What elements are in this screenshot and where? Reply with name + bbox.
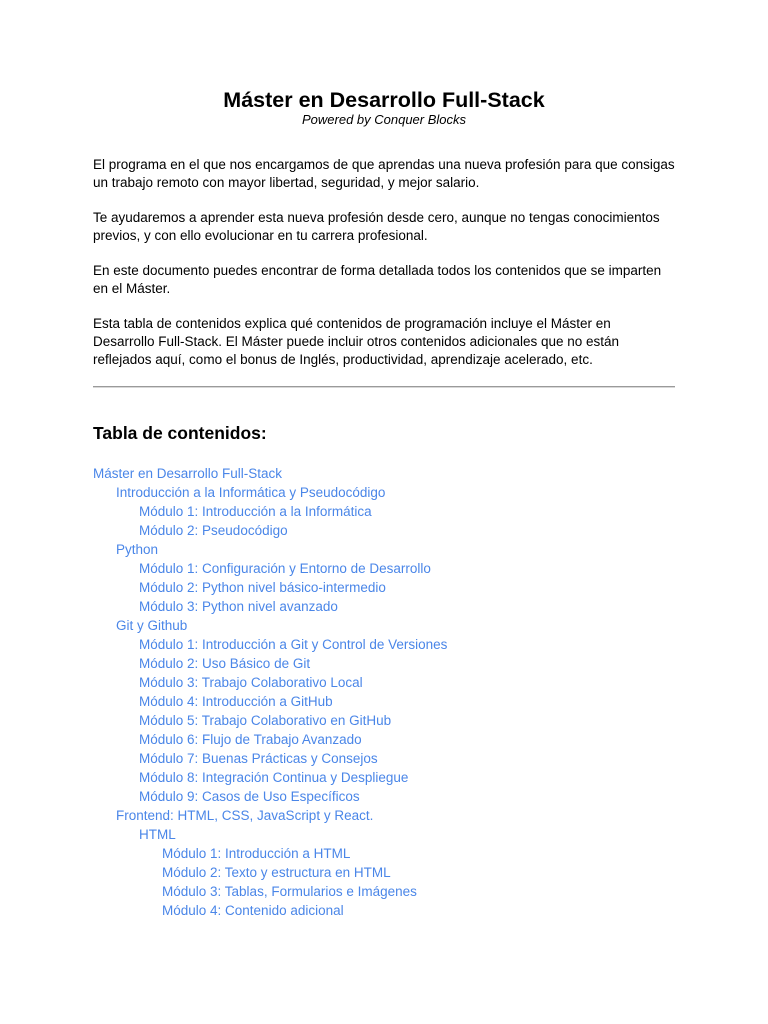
- toc-link[interactable]: Frontend: HTML, CSS, JavaScript y React.: [116, 808, 374, 823]
- toc-link[interactable]: Introducción a la Informática y Pseudocódigo: [116, 485, 386, 500]
- intro-paragraph: En este documento puedes encontrar de forma detallada todos los contenidos que se imparten en el Máster.: [93, 263, 662, 297]
- toc-link[interactable]: Módulo 3: Tablas, Formularios e Imágenes: [162, 884, 417, 899]
- toc-link[interactable]: Módulo 3: Python nivel avanzado: [139, 599, 338, 614]
- toc-link[interactable]: Módulo 2: Python nivel básico-intermedio: [139, 580, 386, 595]
- document-subtitle: Powered by Conquer Blocks: [301, 112, 467, 127]
- toc-link[interactable]: Módulo 4: Contenido adicional: [162, 903, 344, 918]
- intro-paragraph: El programa en el que nos encargamos de que aprendas una nueva profesión para que consigas un trabajo remoto con mayor libertad, seguridad, y mejor salario.: [93, 157, 675, 191]
- toc-link[interactable]: Máster en Desarrollo Full-Stack: [93, 466, 283, 481]
- toc-link[interactable]: HTML: [139, 827, 176, 842]
- toc-link[interactable]: Módulo 7: Buenas Prácticas y Consejos: [139, 751, 378, 766]
- intro-paragraph: Esta tabla de contenidos explica qué contenidos de programación incluye el Máster en Desarrollo Full-Stack. El Máster puede incluir otros contenidos adicionales que no están reflejados aquí, como el bonus de Inglés, productividad, aprendizaje acelerado, etc.: [93, 316, 620, 368]
- toc-link[interactable]: Módulo 2: Texto y estructura en HTML: [162, 865, 391, 880]
- toc-heading: Tabla de contenidos:: [93, 423, 267, 443]
- toc-link[interactable]: Módulo 1: Introducción a la Informática: [139, 504, 372, 519]
- toc-link[interactable]: Python: [116, 542, 159, 557]
- toc-link[interactable]: Módulo 1: Introducción a Git y Control de Versiones: [139, 637, 448, 652]
- toc-link[interactable]: Módulo 1: Configuración y Entorno de Desarrollo: [139, 561, 431, 576]
- toc-link[interactable]: Módulo 2: Pseudocódigo: [139, 523, 288, 538]
- toc-link[interactable]: Módulo 1: Introducción a HTML: [162, 846, 351, 861]
- toc-link[interactable]: Git y Github: [116, 618, 188, 633]
- toc-link[interactable]: Módulo 8: Integración Continua y Despliegue: [139, 770, 409, 785]
- toc-link[interactable]: Módulo 2: Uso Básico de Git: [139, 656, 311, 671]
- toc-link[interactable]: Módulo 9: Casos de Uso Específicos: [139, 789, 360, 804]
- document-title: Máster en Desarrollo Full-Stack: [223, 88, 545, 112]
- toc-link[interactable]: Módulo 4: Introducción a GitHub: [139, 694, 333, 709]
- table-of-contents: [93, 464, 693, 920]
- toc-link[interactable]: Módulo 5: Trabajo Colaborativo en GitHub: [139, 713, 392, 728]
- intro-paragraph: Te ayudaremos a aprender esta nueva profesión desde cero, aunque no tengas conocimientos previos, y con ello evolucionar en tu carrera profesional.: [93, 210, 660, 244]
- horizontal-divider: [93, 386, 675, 388]
- toc-link[interactable]: Módulo 6: Flujo de Trabajo Avanzado: [139, 732, 362, 747]
- toc-link[interactable]: Módulo 3: Trabajo Colaborativo Local: [139, 675, 363, 690]
